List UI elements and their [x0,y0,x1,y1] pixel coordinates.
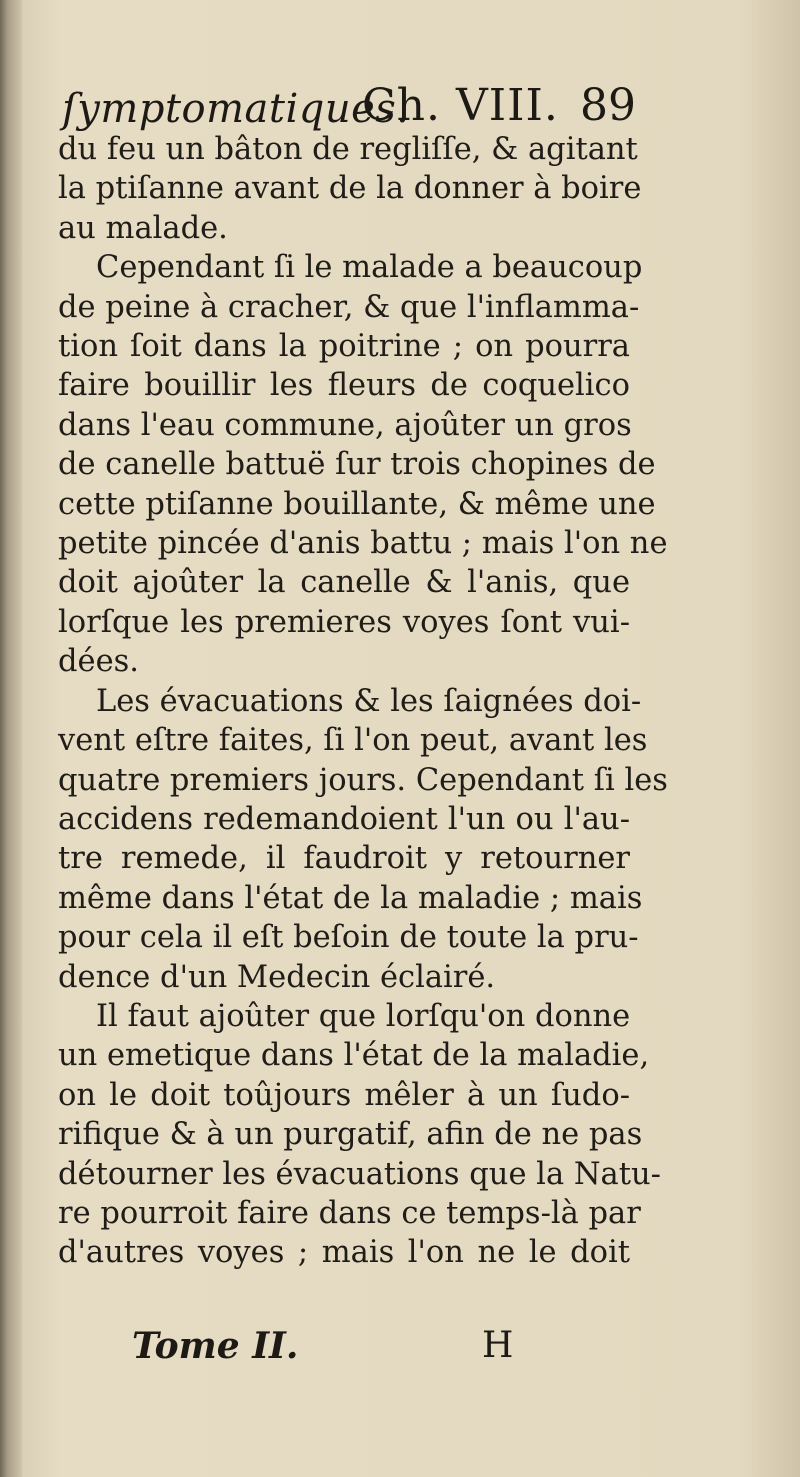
text-line: faire bouillir les fleurs de coquelico [58,368,630,404]
text-line: de canelle battuë ſur trois chopines de [58,447,656,483]
text-line: la ptiſanne avant de la donner à boire [58,171,642,207]
text-line: au malade. [58,210,228,246]
text-line: re pourroit faire dans ce temps-là par [58,1195,641,1231]
text-line: un emetique dans l'état de la maladie, [58,1038,650,1074]
text-line: du feu un bâton de regliſſe, & agitant [58,132,638,167]
running-title: ſymptomatiques. [62,86,410,132]
text-line: tre remede, il faudroit y retourner [58,841,630,877]
page-number: 89 [580,80,636,131]
text-line: rifique & à un purgatif, afin de ne pas [58,1117,643,1153]
text-line: dence d'un Medecin éclairé. [58,959,496,995]
page-footer [132,1325,552,1375]
body-text [58,130,668,1273]
text-line: de peine à cracher, & que l'inflamma- [58,289,640,325]
text-line: accidens redemandoient l'un ou l'au- [58,801,630,837]
text-line: quatre premiers jours. Cependant ſi les [58,762,668,798]
text-line: détourner les évacuations que la Natu- [58,1156,661,1192]
text-line: doit ajoûter la canelle & l'anis, que [58,565,630,601]
paragraph-start-line: Cependant ſi le malade a beaucoup [96,250,643,286]
text-line: dans l'eau commune, ajoûter un gros [58,407,632,443]
page-gutter [0,0,22,1477]
text-line: on le doit toûjours mêler à un ſudo- [58,1077,630,1113]
text-line: même dans l'état de la maladie ; mais [58,880,643,916]
paragraph-start-line: Il faut ajoûter que lorſqu'on donne [96,998,631,1034]
text-line: lorſque les premieres voyes ſont vui- [58,604,630,640]
text-line: dées. [58,644,139,680]
text-line: d'autres voyes ; mais l'on ne le doit [58,1235,630,1271]
text-line: tion ſoit dans la poitrine ; on pourra [58,329,630,365]
paragraph-start-line: Les évacuations & les ſaignées doi- [96,683,642,719]
text-line: petite pincée d'anis battu ; mais l'on ne [58,526,668,562]
signature-mark: H [482,1325,514,1366]
chapter-label: Ch. VIII. [362,80,559,131]
text-line: pour cela il eſt beſoin de toute la pru- [58,920,639,956]
text-line: cette ptiſanne bouillante, & même une [58,486,656,522]
text-line: vent eſtre faites, ſi l'on peut, avant les [58,723,648,759]
tome-label: Tome II. [132,1325,299,1367]
